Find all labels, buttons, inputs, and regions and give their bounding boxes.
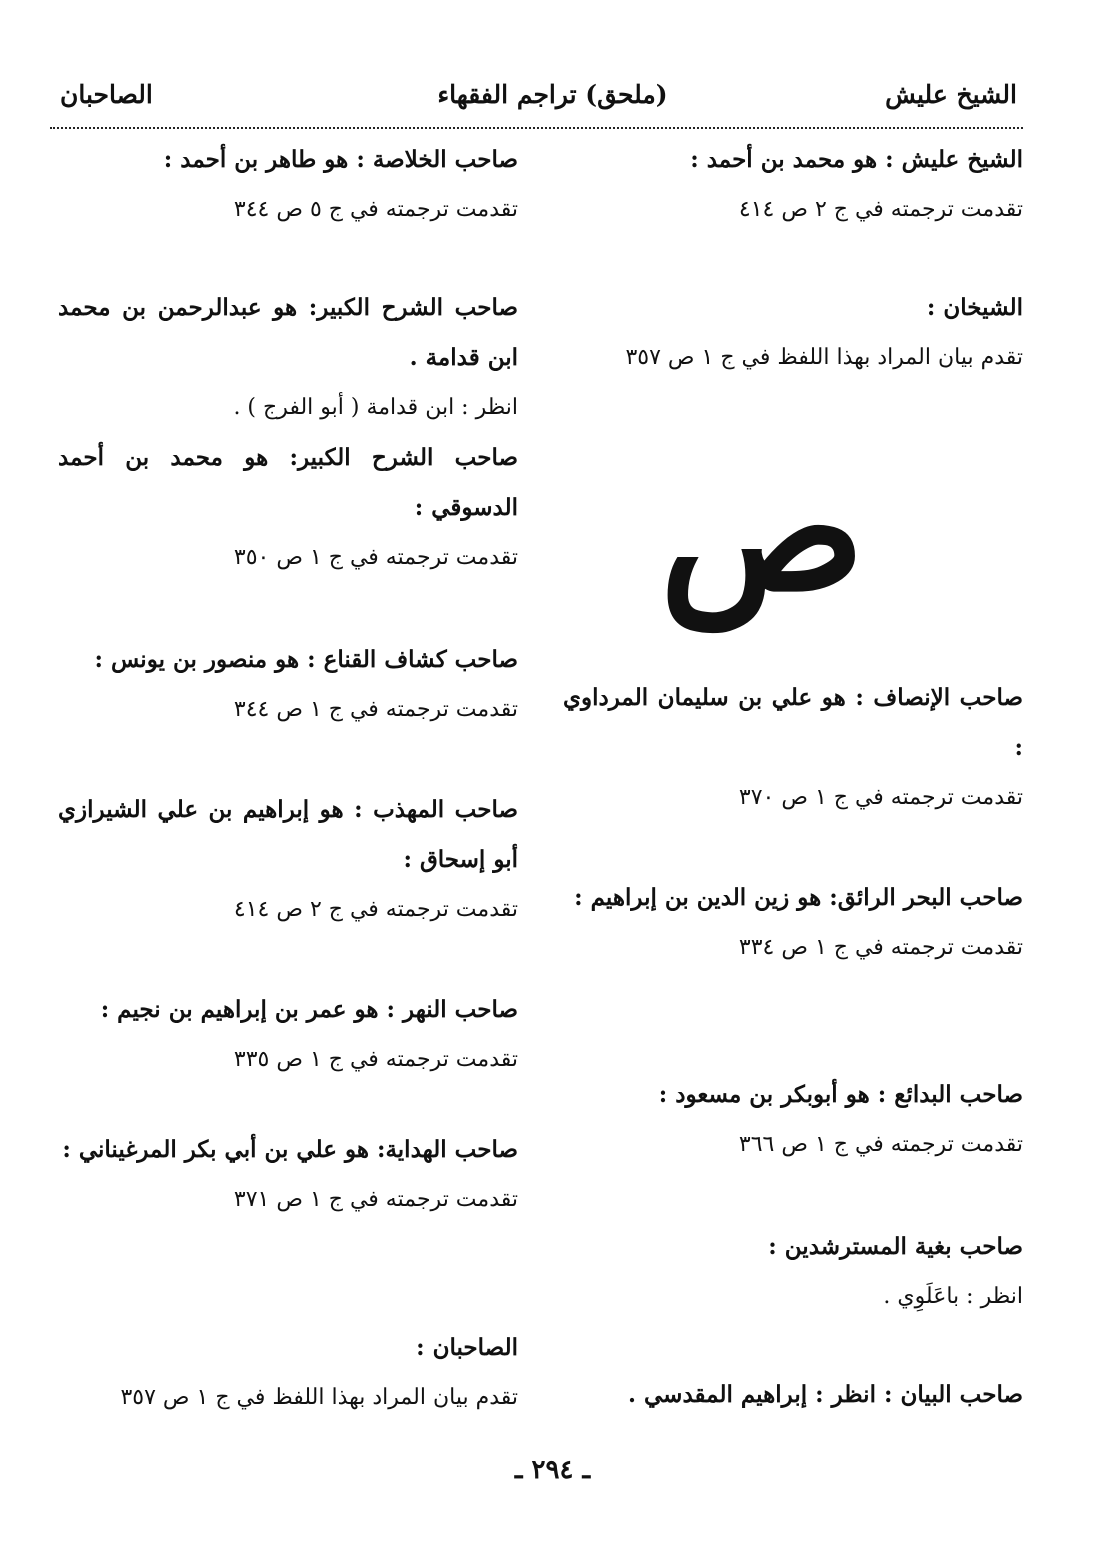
entry-title: الشيخ عليش : هو محمد بن أحمد : bbox=[690, 146, 1023, 173]
entry-title: صاحب البدائع : هو أبوبكر بن مسعود : bbox=[658, 1081, 1023, 1108]
entry-title: صاحب النهر : هو عمر بن إبراهيم بن نجيم : bbox=[100, 996, 518, 1023]
entry-title: صاحب المهذب : هو إبراهيم بن علي الشيرازي أبو إسحاق : bbox=[58, 796, 518, 873]
entry-text: تقدم بيان المراد بهذا اللفظ في ج ١ ص ٣٥٧ bbox=[625, 345, 1023, 370]
entry-text: تقدم بيان المراد بهذا اللفظ في ج ١ ص ٣٥٧ bbox=[120, 1385, 518, 1410]
entry-text: انظر : باعَلَوِي . bbox=[883, 1284, 1023, 1309]
entry-sahib-al-sharh-2 bbox=[58, 433, 518, 583]
entry-sahib-al-bahr bbox=[563, 873, 1023, 973]
entry-title: صاحب الهداية: هو علي بن أبي بكر المرغيناني : bbox=[62, 1136, 518, 1163]
entry-sahib-al-sharh-1 bbox=[58, 283, 518, 433]
entry-text: تقدمت ترجمته في ج ٥ ص ٣٤٤ bbox=[233, 197, 518, 222]
entry-title: الصاحبان : bbox=[416, 1334, 518, 1361]
entry-sahib-al-hidaya bbox=[58, 1125, 518, 1225]
entry-al-sahiban bbox=[58, 1323, 518, 1423]
entry-sahib-al-bayan bbox=[563, 1370, 1023, 1420]
running-header-left: الصاحبان bbox=[60, 80, 153, 109]
entry-shaykhan bbox=[563, 283, 1023, 383]
entry-text: تقدمت ترجمته في ج ٢ ص ٤١٤ bbox=[233, 897, 518, 922]
entry-text: تقدمت ترجمته في ج ١ ص ٣٥٠ bbox=[233, 545, 518, 570]
entry-text: تقدمت ترجمته في ج ١ ص ٣٦٦ bbox=[738, 1132, 1023, 1157]
entry-sahib-kashshaf bbox=[58, 635, 518, 735]
entry-title: صاحب الإنصاف : هو علي بن سليمان المرداوي : bbox=[563, 684, 1023, 761]
entry-title: صاحب كشاف القناع : هو منصور بن يونس : bbox=[94, 646, 518, 673]
entry-sahib-al-khulasa bbox=[58, 135, 518, 235]
entry-text: انظر : ابن قدامة ( أبو الفرج ) . bbox=[233, 395, 518, 420]
section-letter: ص bbox=[659, 430, 865, 630]
entry-sahib-al-nahr bbox=[58, 985, 518, 1085]
entry-text: تقدمت ترجمته في ج ١ ص ٣٣٥ bbox=[233, 1047, 518, 1072]
header-divider bbox=[50, 127, 1023, 129]
entry-sahib-al-insaf bbox=[563, 673, 1023, 823]
entry-shaykh-ulaysh bbox=[563, 135, 1023, 235]
entry-text: تقدمت ترجمته في ج ١ ص ٣٣٤ bbox=[738, 935, 1023, 960]
entry-title: صاحب الخلاصة : هو طاهر بن أحمد : bbox=[163, 146, 518, 173]
running-header-center: (ملحق) تراجم الفقهاء bbox=[437, 80, 668, 109]
entry-title: صاحب الشرح الكبير: هو عبدالرحمن بن محمد ابن قدامة . bbox=[58, 294, 518, 371]
page-number: ـ ٢٩٤ ـ bbox=[514, 1455, 591, 1485]
running-header-right: الشيخ عليش bbox=[885, 80, 1017, 109]
entry-title: صاحب بغية المسترشدين : bbox=[768, 1233, 1023, 1260]
entry-sahib-al-muhadhdhab bbox=[58, 785, 518, 935]
entry-title: صاحب البحر الرائق: هو زين الدين بن إبراهيم : bbox=[574, 884, 1023, 911]
entry-sahib-al-badai bbox=[563, 1070, 1023, 1170]
entry-text: تقدمت ترجمته في ج ٢ ص ٤١٤ bbox=[738, 197, 1023, 222]
entry-title: صاحب الشرح الكبير: هو محمد بن أحمد الدسوقي : bbox=[58, 444, 518, 521]
entry-text: تقدمت ترجمته في ج ١ ص ٣٧١ bbox=[233, 1187, 518, 1212]
entry-text: تقدمت ترجمته في ج ١ ص ٣٧٠ bbox=[738, 785, 1023, 810]
entry-text: تقدمت ترجمته في ج ١ ص ٣٤٤ bbox=[233, 697, 518, 722]
entry-title: صاحب البيان : انظر : إبراهيم المقدسي . bbox=[628, 1381, 1023, 1408]
entry-title: الشيخان : bbox=[926, 294, 1023, 321]
entry-sahib-bughyat bbox=[563, 1222, 1023, 1322]
